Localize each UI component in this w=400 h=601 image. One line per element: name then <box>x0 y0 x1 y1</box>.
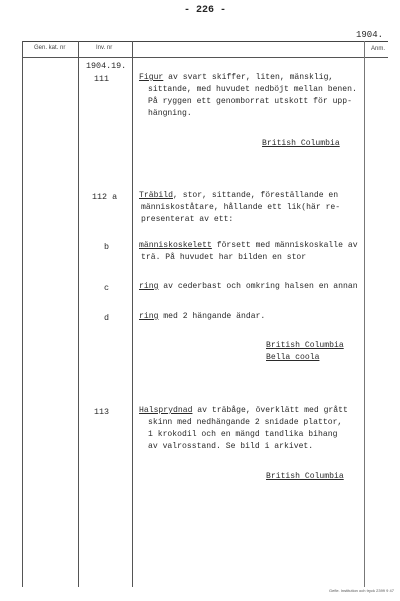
column-header-gen-kat-nr: Gen. kat. nr <box>34 45 66 51</box>
printer-imprint: Gefle. Institution och tryck 2399 9 47 <box>329 588 394 593</box>
entry-112b-line-1: människoskelett försett med människoskalle av <box>139 241 358 250</box>
entry-112b-keyword: människoskelett <box>139 241 212 250</box>
column-line-left <box>22 41 23 587</box>
entry-113-line-1: Halsprydnad av träbåge, överklätt med grått <box>139 406 348 415</box>
entry-113-line-3: 1 krokodil och en mängd tandlika bihang <box>148 430 338 439</box>
entry-112a-line-1: Träbild, stor, sittande, föreställande en <box>139 191 339 200</box>
group-number: 1904.19. <box>86 61 127 71</box>
entry-112d-line-1: ring med 2 hängande ändar. <box>139 312 266 321</box>
entry-112a-keyword: Träbild <box>139 191 173 200</box>
entry-112d-place-1: British Columbia <box>266 341 344 350</box>
inventory-number-112b: b <box>104 242 110 252</box>
entry-111-keyword: Figur <box>139 73 164 82</box>
entry-111-line-2: sittande, med huvudet nedböjt mellan benen. <box>148 85 357 94</box>
entry-111-line-3: På ryggen ett genomborrat utskott för upp- <box>148 97 352 106</box>
entry-112a-line-3: presenterat av ett: <box>141 215 234 224</box>
column-line-gen-inv <box>78 41 79 587</box>
entry-112c-keyword: ring <box>139 282 159 291</box>
inventory-number-112c: c <box>104 283 110 293</box>
entry-113-line-2: skinn med nedhängande 2 snidade plattor, <box>148 418 343 427</box>
header-bottom-rule <box>22 57 388 58</box>
entry-112c-line-1: ring av cederbast och omkring halsen en annan <box>139 282 358 291</box>
column-line-inv-text <box>132 41 133 587</box>
column-header-anm: Anm. <box>371 46 386 52</box>
entry-113-keyword: Halsprydnad <box>139 406 193 415</box>
entry-111-place: British Columbia <box>262 139 340 148</box>
entry-112d-place-2: Bella coola <box>266 353 320 362</box>
inventory-number-111: 111 <box>94 74 110 84</box>
inventory-number-113: 113 <box>94 407 110 417</box>
entry-111-line-1: Figur av svart skiffer, liten, mänsklig, <box>139 73 334 82</box>
header-top-rule <box>22 41 388 42</box>
entry-113-place: British Columbia <box>266 472 344 481</box>
entry-111-line-4: hängning. <box>148 109 192 118</box>
entry-112d-keyword: ring <box>139 312 159 321</box>
inventory-number-112d: d <box>104 313 110 323</box>
entry-113-line-4: av valrosstand. Se bild i arkivet. <box>148 442 314 451</box>
inventory-number-112a: 112 a <box>92 192 118 202</box>
entry-112a-line-2: människoståtare, hållande ett lik(här re- <box>141 203 341 212</box>
entry-112b-line-2: trä. På huvudet har bilden en stor <box>141 253 307 262</box>
column-header-inv-nr: Inv. nr <box>96 45 113 51</box>
page-number: - 226 - <box>184 5 227 16</box>
year-label: 1904. <box>356 30 384 40</box>
column-line-text-anm <box>364 41 365 587</box>
